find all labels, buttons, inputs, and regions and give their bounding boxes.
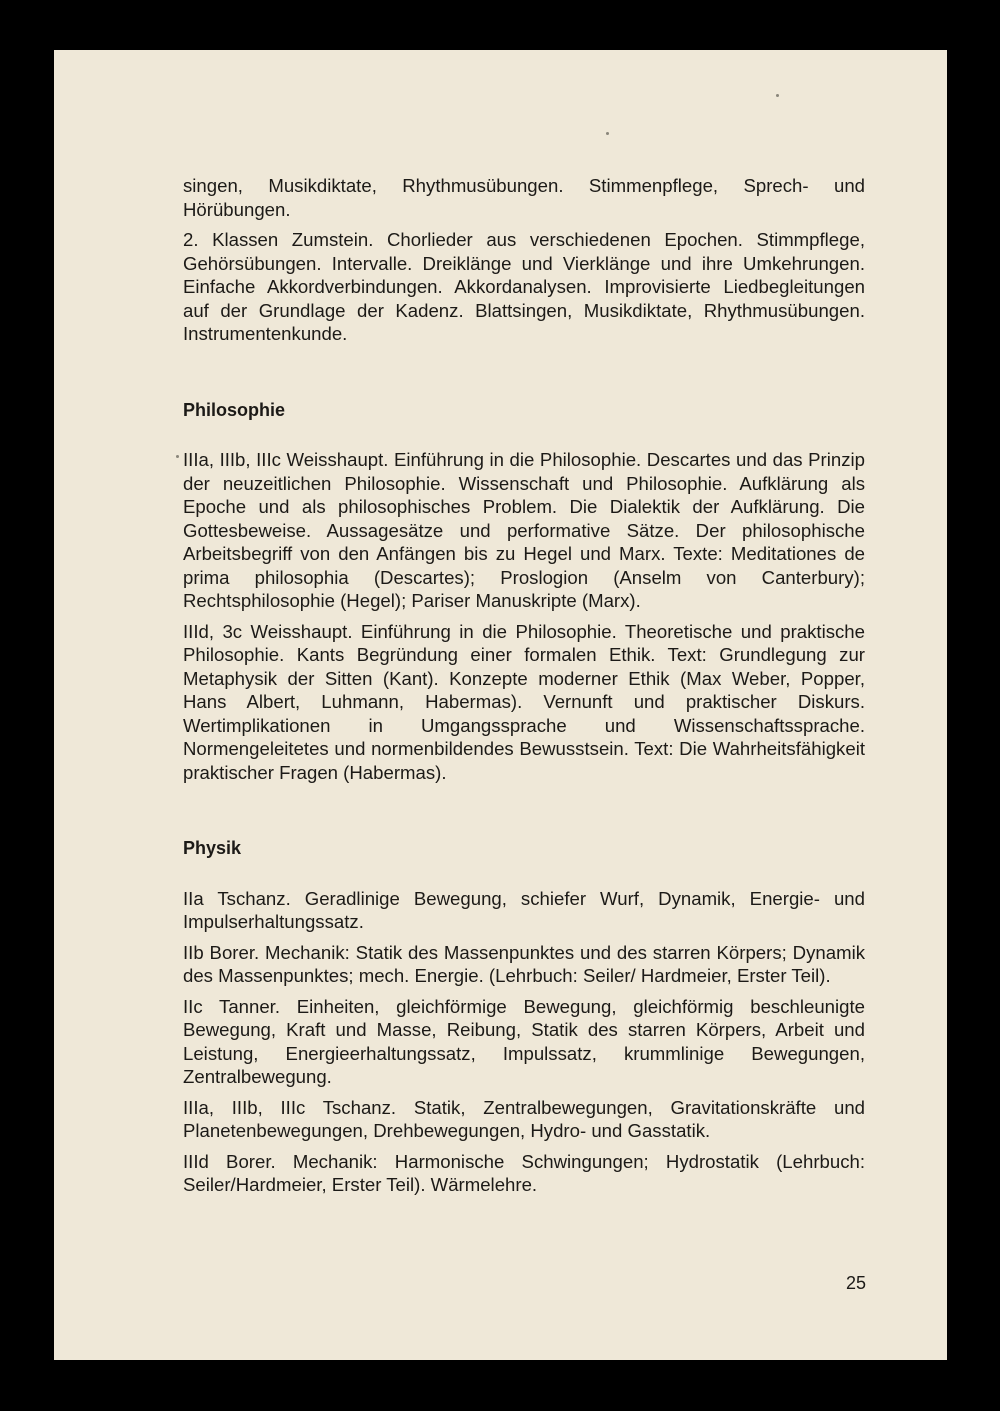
page-number: 25 — [845, 1273, 866, 1293]
section-heading-physics: Physik — [183, 838, 242, 858]
paper-speck — [176, 455, 179, 458]
paper-speck — [776, 94, 779, 97]
intro-paragraph: singen, Musikdiktate, Rhythmusübungen. Stimmenpflege, Sprech- und Hörübungen. — [183, 175, 865, 220]
physics-paragraph: IIc Tanner. Einheiten, gleichförmige Bewegung, gleichförmig beschleunigte Bewegung, Kraft und Masse, Reibung, Statik des starren Körpers, Arbeit und Leistung, Energieerhaltungssatz, Impulssatz, krummlinige Bewegungen, Zentralbewegung. — [183, 995, 865, 1087]
philosophy-paragraph: IIId, 3c Weisshaupt. Einführung in die Philosophie. Theoretische und praktische Philosophie. Kants Begründung einer formalen Ethik. Text: Grundlegung zur Metaphysik der Sitten (Kant). Konzepte moderner Ethik (Max Weber, Popper, Hans Albert, Luhmann, Habermas). Vernunft und praktischer Diskurs. Wertimplikationen in Umgangssprache und Wissenschaftssprache. Normengeleitetes und normenbildendes Bewusstsein. Text: Die Wahrheitsfähigkeit praktischer Fragen (Habermas). — [183, 620, 865, 783]
physics-paragraph: IIa Tschanz. Geradlinige Bewegung, schiefer Wurf, Dynamik, Energie- und Impulserhaltungssatz. — [183, 887, 865, 932]
paper-speck — [606, 132, 609, 135]
philosophy-paragraph: IIIa, IIIb, IIIc Weisshaupt. Einführung in die Philosophie. Descartes und das Prinzip der neuzeitlichen Philosophie. Wissenschaft und Philosophie. Aufklärung als Epoche und als philosophisches Problem. Die Dialektik der Aufklärung. Die Gottesbeweise. Aussagesätze und performative Sätze. Der philosophische Arbeitsbegriff von den Anfängen bis zu Hegel und Marx. Texte: Meditationes de prima philosophia (Descartes); Proslogion (Anselm von Canterbury); Rechtsphilosophie (Hegel); Pariser Manuskripte (Marx). — [183, 449, 865, 611]
intro-paragraph: 2. Klassen Zumstein. Chorlieder aus verschiedenen Epochen. Stimmpflege, Gehörsübungen. Intervalle. Dreiklänge und Vierklänge und ihre Umkehrungen. Einfache Akkordverbindungen. Akkordanalysen. Improvisierte Liedbegleitungen auf der Grundlage der Kadenz. Blattsingen, Musikdiktate, Rhythmusübungen. Instrumentenkunde. — [183, 229, 865, 344]
physics-paragraph: IIId Borer. Mechanik: Harmonische Schwingungen; Hydrostatik (Lehrbuch: Seiler/Hardmeier, Erster Teil). Wärmelehre. — [183, 1150, 865, 1195]
document-page — [54, 50, 947, 1360]
section-heading-philosophy: Philosophie — [183, 399, 286, 420]
physics-paragraph: IIb Borer. Mechanik: Statik des Massenpunktes und des starren Körpers; Dynamik des Massenpunktes; mech. Energie. (Lehrbuch: Seiler/ Hardmeier, Erster Teil). — [183, 941, 865, 986]
physics-paragraph: IIIa, IIIb, IIIc Tschanz. Statik, Zentralbewegungen, Gravitationskräfte und Planetenbewegungen, Drehbewegungen, Hydro- und Gasstatik. — [183, 1096, 865, 1141]
document-body — [183, 174, 865, 1204]
